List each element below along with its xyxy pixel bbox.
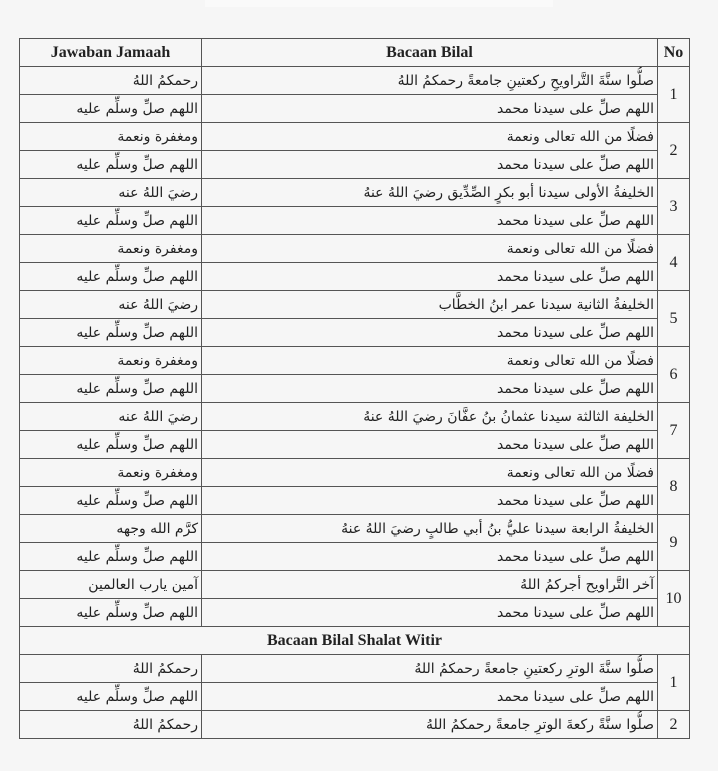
bacaan-cell: فضلًا من الله تعالى ونعمة — [202, 235, 658, 263]
bacaan-cell: آخر التَّراويح أجركمُ اللهُ — [202, 571, 658, 599]
jawaban-cell: آمين يارب العالمين — [20, 571, 202, 599]
jawaban-cell: رحمكمُ اللهُ — [20, 655, 202, 683]
jawaban-cell: رضيَ اللهُ عنه — [20, 291, 202, 319]
bacaan-cell: اللهم صلِّ على سيدنا محمد — [202, 151, 658, 179]
bacaan-cell: فضلًا من الله تعالى ونعمة — [202, 347, 658, 375]
row-number: 7 — [658, 403, 690, 459]
table-row — [20, 683, 690, 711]
jawaban-cell: ومغفرة ونعمة — [20, 123, 202, 151]
row-number: 2 — [658, 123, 690, 179]
row-number: 4 — [658, 235, 690, 291]
row-number: 9 — [658, 515, 690, 571]
jawaban-cell: رضيَ اللهُ عنه — [20, 403, 202, 431]
table-row — [20, 123, 690, 151]
bacaan-cell: الخليفةُ الرابعة سيدنا عليُّ بنُ أبي طالبٍ رضيَ اللهُ عنهُ — [202, 515, 658, 543]
table-row — [20, 207, 690, 235]
jawaban-cell: رضيَ اللهُ عنه — [20, 179, 202, 207]
table-row — [20, 403, 690, 431]
bacaan-cell: اللهم صلِّ على سيدنا محمد — [202, 207, 658, 235]
row-number: 2 — [658, 711, 690, 739]
table-row — [20, 711, 690, 739]
table-row — [20, 515, 690, 543]
table-row — [20, 347, 690, 375]
table-row — [20, 291, 690, 319]
bacaan-cell: صلُّوا سنَّةَ التَّراويحِ ركعتينِ جامعةً رحمكمُ اللهُ — [202, 67, 658, 95]
bacaan-cell: اللهم صلِّ على سيدنا محمد — [202, 375, 658, 403]
bacaan-cell: اللهم صلِّ على سيدنا محمد — [202, 543, 658, 571]
table-row — [20, 151, 690, 179]
top-edge-strip — [205, 0, 553, 7]
jawaban-cell: اللهم صلِّ وسلِّم عليه — [20, 375, 202, 403]
bacaan-cell: الخليفةُ الثانية سيدنا عمر ابنُ الخطَّاب — [202, 291, 658, 319]
jawaban-cell: كرَّم الله وجهه — [20, 515, 202, 543]
bacaan-cell: اللهم صلِّ على سيدنا محمد — [202, 683, 658, 711]
header-jawaban: Jawaban Jamaah — [20, 39, 202, 67]
jawaban-cell: اللهم صلِّ وسلِّم عليه — [20, 487, 202, 515]
table-row — [20, 459, 690, 487]
jawaban-cell: اللهم صلِّ وسلِّم عليه — [20, 319, 202, 347]
bacaan-cell: فضلًا من الله تعالى ونعمة — [202, 459, 658, 487]
table-row — [20, 235, 690, 263]
header-no: No — [658, 39, 690, 67]
jawaban-cell: ومغفرة ونعمة — [20, 347, 202, 375]
table-row — [20, 655, 690, 683]
table-row — [20, 179, 690, 207]
table-row — [20, 95, 690, 123]
jawaban-cell: رحمكمُ اللهُ — [20, 67, 202, 95]
row-number: 3 — [658, 179, 690, 235]
bacaan-cell: فضلًا من الله تعالى ونعمة — [202, 123, 658, 151]
table-row — [20, 571, 690, 599]
bacaan-cell: الخليفة الثالثة سيدنا عثمانُ بنُ عفَّانَ رضيَ اللهُ عنهُ — [202, 403, 658, 431]
table-row — [20, 319, 690, 347]
row-number: 10 — [658, 571, 690, 627]
table-row — [20, 487, 690, 515]
bacaan-cell: الخليفةُ الأولى سيدنا أبو بكرٍ الصِّدِّيق رضيَ اللهُ عنهُ — [202, 179, 658, 207]
bacaan-cell: اللهم صلِّ على سيدنا محمد — [202, 95, 658, 123]
row-number: 8 — [658, 459, 690, 515]
bacaan-cell: صلُّوا سنَّةً ركعةَ الوترِ جامعةً رحمكمُ اللهُ — [202, 711, 658, 739]
table-row — [20, 375, 690, 403]
jawaban-cell: اللهم صلِّ وسلِّم عليه — [20, 263, 202, 291]
bacaan-cell: اللهم صلِّ على سيدنا محمد — [202, 319, 658, 347]
table-row — [20, 431, 690, 459]
bilal-tarawih-table — [19, 38, 690, 739]
jawaban-cell: اللهم صلِّ وسلِّم عليه — [20, 683, 202, 711]
jawaban-cell: اللهم صلِّ وسلِّم عليه — [20, 431, 202, 459]
bacaan-cell: اللهم صلِّ على سيدنا محمد — [202, 431, 658, 459]
row-number: 1 — [658, 67, 690, 123]
header-bacaan: Bacaan Bilal — [202, 39, 658, 67]
row-number: 5 — [658, 291, 690, 347]
table-row — [20, 67, 690, 95]
witir-section-title: Bacaan Bilal Shalat Witir — [20, 627, 690, 655]
witir-section-row — [20, 627, 690, 655]
jawaban-cell: اللهم صلِّ وسلِّم عليه — [20, 207, 202, 235]
bacaan-cell: اللهم صلِّ على سيدنا محمد — [202, 599, 658, 627]
row-number: 1 — [658, 655, 690, 711]
jawaban-cell: اللهم صلِّ وسلِّم عليه — [20, 151, 202, 179]
jawaban-cell: ومغفرة ونعمة — [20, 459, 202, 487]
jawaban-cell: رحمكمُ اللهُ — [20, 711, 202, 739]
table-row — [20, 599, 690, 627]
jawaban-cell: اللهم صلِّ وسلِّم عليه — [20, 599, 202, 627]
table-row — [20, 263, 690, 291]
row-number: 6 — [658, 347, 690, 403]
bacaan-cell: صلُّوا سنَّةَ الوترِ ركعتينِ جامعةً رحمكمُ اللهُ — [202, 655, 658, 683]
jawaban-cell: اللهم صلِّ وسلِّم عليه — [20, 543, 202, 571]
table-row — [20, 543, 690, 571]
bacaan-cell: اللهم صلِّ على سيدنا محمد — [202, 487, 658, 515]
jawaban-cell: اللهم صلِّ وسلِّم عليه — [20, 95, 202, 123]
bacaan-cell: اللهم صلِّ على سيدنا محمد — [202, 263, 658, 291]
jawaban-cell: ومغفرة ونعمة — [20, 235, 202, 263]
header-row — [20, 39, 690, 67]
